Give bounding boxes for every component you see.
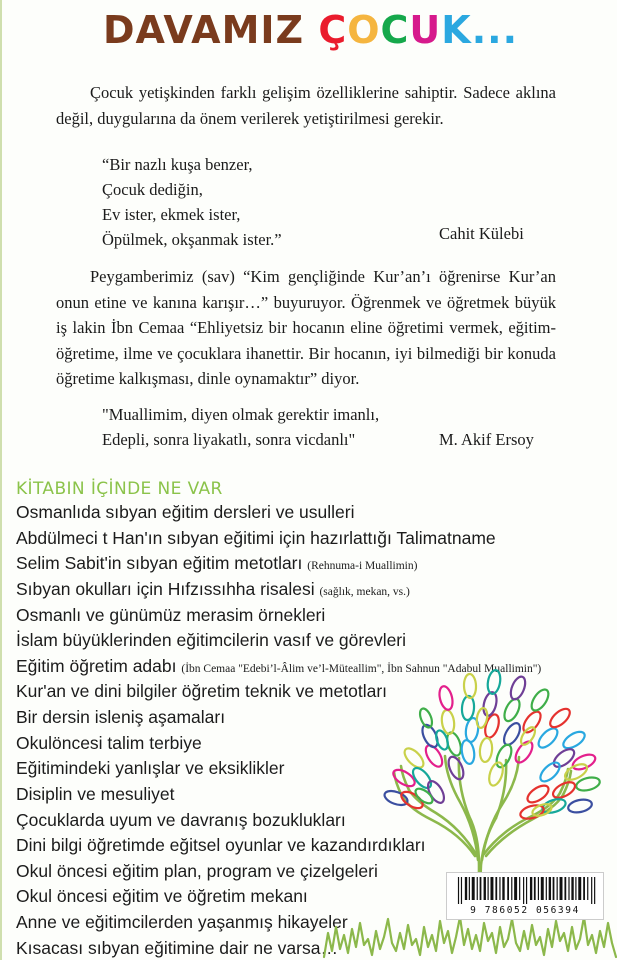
toc-item [16,577,616,603]
toc-item-label: Kısacası sıbyan eğitimine dair ne varsa… [16,937,338,958]
hadith-paragraph: Peygamberimiz (sav) “Kim gençliğinde Kur’an’ı öğrenirse Kur’an onun etine ve kanına karışır…” buyuruyor. Öğrenmek ve öğretmek büyük iş lakin İbn Cemaa “Ehliyetsiz bir hocanın eline öğretimi vermek, eğitim-öğretime, ilme ve çocuklara ihanettir. Bir hocanın, iyi bilmediği bir konuda öğretime kalkışması, dinle oynamaktır” diyor. [56,267,556,389]
toc-item [16,833,616,859]
toc-item-label: Disiplin ve mesuliyet [16,783,175,804]
toc-item-note: (İbn Cemaa "Edebi’l-Âlim ve’l-Müteallim", İbn Sahnun "Adabul Muallimin") [181,662,542,675]
poem-quote [102,152,282,252]
title-letter-c2: O [347,8,381,52]
poem-author: Cahit Külebi [439,224,524,243]
verse-line: "Muallimim, diyen olmak gerektir imanlı, [102,405,380,424]
verse-line: Edepli, sonra liyakatlı, sonra vicdanlı" [102,430,356,450]
page-title [2,8,617,52]
toc-item-label: İslam büyüklerinden eğitimcilerin vasıf ve görevleri [16,630,407,651]
toc-item-label: Osmanlıda sıbyan eğitim dersleri ve usulleri [16,502,355,522]
title-letter-c1: Ç [318,8,348,52]
title-word-davamiz: DAVAMIZ [102,8,305,52]
poem-line: “Bir nazlı kuşa benzer, [102,155,253,174]
title-letter-c4: U [409,8,442,52]
poem-line: Çocuk dediğin, [102,180,203,200]
toc-item-label: Okul öncesi eğitim plan, program ve çizelgeleri [16,860,378,881]
poem-line: Ev ister, ekmek ister, [102,205,241,225]
toc-item [16,654,616,680]
toc-item-label: Okulöncesi talim terbiye [16,732,202,753]
toc-item [16,808,616,834]
toc-item-label: Sıbyan okulları için Hıfzıssıhha risalesi [16,578,315,599]
toc-item-label: Bir dersin isleniş aşamaları [16,707,226,727]
toc-item [16,756,616,782]
toc-item-note: (sağlık, mekan, vs.) [319,585,410,598]
toc-item-label: Anne ve eğitimcilerden yaşanmış hikayeler [16,912,348,932]
toc-item [16,936,616,960]
toc-item [16,500,616,526]
barcode [446,872,604,920]
title-letter-c3: C [380,8,410,52]
toc-item-label: Eğitim öğretim adabı [16,655,177,676]
title-letter-c5: K [441,8,472,52]
toc-item-label: Selim Sabit'in sıbyan eğitim metotları [16,553,303,574]
toc-item [16,551,616,577]
toc-item [16,526,616,552]
toc-item-label: Osmanlı ve günümüz merasim örnekleri [16,604,326,625]
toc-item-note: (Rehnuma-i Muallimin) [307,560,418,573]
poem-line: Öpülmek, okşanmak ister.” [102,230,282,250]
toc-item [16,705,616,731]
toc-item [16,782,616,808]
toc-item [16,628,616,654]
barcode-number: 9 786052 056394 [470,905,580,916]
toc-item-label: Abdülmeci t Han'ın sıbyan eğitimi için hazırlattığı Talimatname [16,527,496,548]
barcode-bars [452,877,598,904]
intro-paragraph: Çocuk yetişkinden farklı gelişim özelliklerine sahiptir. Sadece aklına değil, duygularına da önem verilerek yetiştirilmesi gerekir. [56,83,556,128]
toc-item-label: Çocuklarda uyum ve davranış bozuklukları [16,809,346,830]
toc-item [16,603,616,629]
toc-item-label: Dini bilgi öğretimde eğitsel oyunlar ve kazandırdıkları [16,835,426,856]
toc-heading: KİTABIN İÇİNDE NE VAR [16,479,223,499]
toc-item [16,679,616,705]
toc-item [16,731,616,757]
toc-item-label: Okul öncesi eğitim ve öğretim mekanı [16,886,308,907]
toc-item-label: Kur'an ve dini bilgiler öğretim teknik ve metotları [16,681,388,702]
toc-item-label: Eğitimindeki yanlışlar ve eksiklikler [16,758,285,779]
title-ellipsis: ... [471,8,519,52]
verse-author: M. Akif Ersoy [439,430,534,449]
verse-quote [102,402,379,452]
